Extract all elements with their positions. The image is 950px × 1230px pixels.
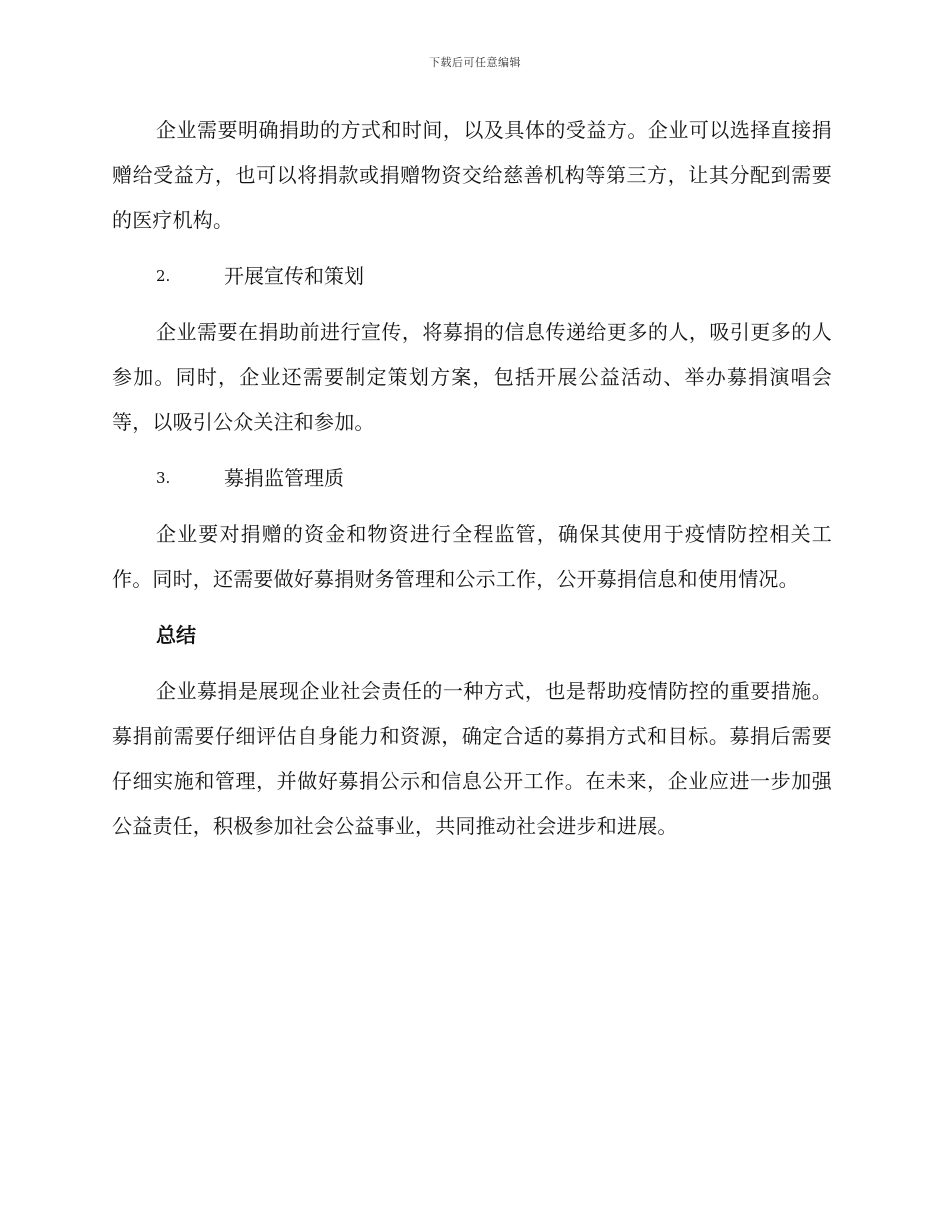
- list-item-publicity: [112, 254, 832, 299]
- paragraph-donation-method: 企业需要明确捐助的方式和时间，以及具体的受益方。企业可以选择直接捐赠给受益方，也可以将捐款或捐赠物资交给慈善机构等第三方，让其分配到需要的医疗机构。: [112, 118, 832, 232]
- paragraph-summary: 企业募捐是展现企业社会责任的一种方式，也是帮助疫情防控的重要措施。募捐前需要仔细评估自身能力和资源，确定合适的募捐方式和目标。募捐后需要仔细实施和管理，并做好募捐公示和信息公开工作。在未来，企业应进一步加强公益责任，积极参加社会公益事业，共同推动社会进步和进展。: [112, 679, 832, 838]
- list-heading: 募捐监管理质: [224, 466, 344, 490]
- list-number: 2.: [156, 267, 171, 285]
- paragraph-supervision: 企业要对捐赠的资金和物资进行全程监管，确保其使用于疫情防控相关工作。同时，还需要做好募捐财务管理和公示工作，公开募捐信息和使用情况。: [112, 522, 832, 591]
- list-item-supervision: [112, 456, 832, 501]
- list-heading: 开展宣传和策划: [224, 264, 364, 288]
- page-header: 下载后可任意编辑: [429, 56, 521, 69]
- section-heading-summary: 总结: [156, 623, 196, 647]
- list-number: 3.: [156, 469, 171, 487]
- document-body: [112, 108, 832, 860]
- paragraph-publicity: 企业需要在捐助前进行宣传，将募捐的信息传递给更多的人，吸引更多的人参加。同时，企业还需要制定策划方案，包括开展公益活动、举办募捐演唱会等，以吸引公众关注和参加。: [112, 320, 832, 434]
